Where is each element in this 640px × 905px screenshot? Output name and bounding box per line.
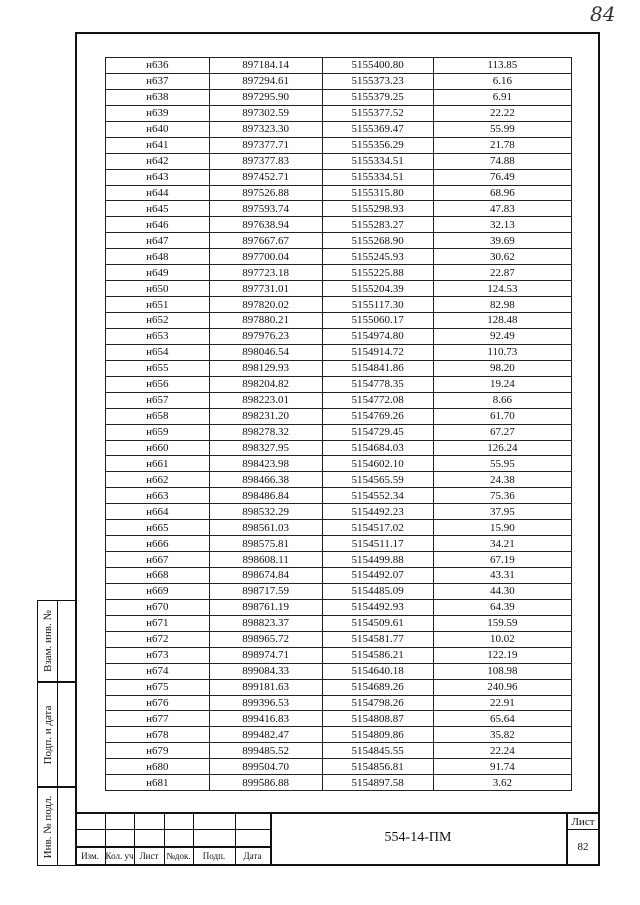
- distance-cell: 76.49: [433, 169, 571, 185]
- x-coordinate-cell: 899084.33: [209, 663, 322, 679]
- stamp-vzam-inv: [37, 600, 58, 682]
- table-row: [106, 89, 572, 105]
- point-id-cell: н647: [106, 233, 210, 249]
- y-coordinate-cell: 5155334.51: [322, 153, 433, 169]
- x-coordinate-cell: 898823.37: [209, 615, 322, 631]
- y-coordinate-cell: 5154492.93: [322, 599, 433, 615]
- x-coordinate-cell: 898423.98: [209, 456, 322, 472]
- distance-cell: 15.90: [433, 520, 571, 536]
- point-id-cell: н644: [106, 185, 210, 201]
- y-coordinate-cell: 5155117.30: [322, 297, 433, 313]
- point-id-cell: н668: [106, 568, 210, 584]
- distance-cell: 122.19: [433, 647, 571, 663]
- point-id-cell: н665: [106, 520, 210, 536]
- x-coordinate-cell: 898327.95: [209, 440, 322, 456]
- y-coordinate-cell: 5154602.10: [322, 456, 433, 472]
- table-row: [106, 663, 572, 679]
- label-izm: Изм.: [81, 851, 99, 861]
- stamp-inv-podl: [37, 787, 58, 866]
- y-coordinate-cell: 5154581.77: [322, 631, 433, 647]
- label-ndok: №док.: [166, 851, 191, 861]
- point-id-cell: н675: [106, 679, 210, 695]
- y-coordinate-cell: 5154914.72: [322, 344, 433, 360]
- y-coordinate-cell: 5155298.93: [322, 201, 433, 217]
- x-coordinate-cell: 899482.47: [209, 727, 322, 743]
- y-coordinate-cell: 5154499.88: [322, 552, 433, 568]
- point-id-cell: н671: [106, 615, 210, 631]
- point-id-cell: н669: [106, 583, 210, 599]
- distance-cell: 128.48: [433, 313, 571, 329]
- point-id-cell: н674: [106, 663, 210, 679]
- point-id-cell: н667: [106, 552, 210, 568]
- table-row: [106, 281, 572, 297]
- table-row: [106, 233, 572, 249]
- y-coordinate-cell: 5155283.27: [322, 217, 433, 233]
- point-id-cell: н662: [106, 472, 210, 488]
- distance-cell: 3.62: [433, 775, 571, 791]
- y-coordinate-cell: 5155369.47: [322, 121, 433, 137]
- point-id-cell: н642: [106, 153, 210, 169]
- point-id-cell: н659: [106, 424, 210, 440]
- table-row: [106, 456, 572, 472]
- x-coordinate-cell: 898129.93: [209, 360, 322, 376]
- label-data: Дата: [243, 851, 262, 861]
- distance-cell: 55.95: [433, 456, 571, 472]
- point-id-cell: н636: [106, 58, 210, 74]
- x-coordinate-cell: 897638.94: [209, 217, 322, 233]
- distance-cell: 64.39: [433, 599, 571, 615]
- y-coordinate-cell: 5154552.34: [322, 488, 433, 504]
- x-coordinate-cell: 897700.04: [209, 249, 322, 265]
- x-coordinate-cell: 898532.29: [209, 504, 322, 520]
- table-row: [106, 536, 572, 552]
- point-id-cell: н678: [106, 727, 210, 743]
- table-row: [106, 679, 572, 695]
- table-row: [106, 313, 572, 329]
- table-row: [106, 488, 572, 504]
- point-id-cell: н679: [106, 743, 210, 759]
- point-id-cell: н656: [106, 376, 210, 392]
- table-row: [106, 472, 572, 488]
- x-coordinate-cell: 898561.03: [209, 520, 322, 536]
- table-row: [106, 424, 572, 440]
- table-row: [106, 328, 572, 344]
- distance-cell: 34.21: [433, 536, 571, 552]
- table-row: [106, 169, 572, 185]
- y-coordinate-cell: 5154689.26: [322, 679, 433, 695]
- distance-cell: 22.91: [433, 695, 571, 711]
- point-id-cell: н657: [106, 392, 210, 408]
- y-coordinate-cell: 5155334.51: [322, 169, 433, 185]
- distance-cell: 22.22: [433, 105, 571, 121]
- point-id-cell: н640: [106, 121, 210, 137]
- stamp-vzam-inv-label: Взам. инв. №: [41, 610, 54, 672]
- x-coordinate-cell: 897323.30: [209, 121, 322, 137]
- y-coordinate-cell: 5154640.18: [322, 663, 433, 679]
- table-row: [106, 217, 572, 233]
- table-row: [106, 552, 572, 568]
- distance-cell: 75.36: [433, 488, 571, 504]
- y-coordinate-cell: 5155245.93: [322, 249, 433, 265]
- y-coordinate-cell: 5154897.58: [322, 775, 433, 791]
- x-coordinate-cell: 897731.01: [209, 281, 322, 297]
- point-id-cell: н680: [106, 759, 210, 775]
- distance-cell: 159.59: [433, 615, 571, 631]
- distance-cell: 91.74: [433, 759, 571, 775]
- distance-cell: 240.96: [433, 679, 571, 695]
- distance-cell: 8.66: [433, 392, 571, 408]
- label-list: Лист: [139, 851, 159, 861]
- distance-cell: 92.49: [433, 328, 571, 344]
- distance-cell: 6.16: [433, 73, 571, 89]
- x-coordinate-cell: 897667.67: [209, 233, 322, 249]
- y-coordinate-cell: 5154509.61: [322, 615, 433, 631]
- distance-cell: 24.38: [433, 472, 571, 488]
- table-row: [106, 583, 572, 599]
- y-coordinate-cell: 5155377.52: [322, 105, 433, 121]
- y-coordinate-cell: 5155315.80: [322, 185, 433, 201]
- x-coordinate-cell: 898231.20: [209, 408, 322, 424]
- coordinates-table-body: [106, 58, 572, 791]
- stamp-inv-podl-label: Инв. № подл.: [41, 795, 54, 858]
- table-row: [106, 185, 572, 201]
- distance-cell: 35.82: [433, 727, 571, 743]
- x-coordinate-cell: 897526.88: [209, 185, 322, 201]
- table-row: [106, 249, 572, 265]
- stamp-podp-data-label: Подп. и дата: [41, 705, 54, 764]
- distance-cell: 65.64: [433, 711, 571, 727]
- handwritten-page-number: 84: [590, 2, 616, 26]
- x-coordinate-cell: 897452.71: [209, 169, 322, 185]
- x-coordinate-cell: 898608.11: [209, 552, 322, 568]
- y-coordinate-cell: 5154492.07: [322, 568, 433, 584]
- distance-cell: 68.96: [433, 185, 571, 201]
- distance-cell: 22.87: [433, 265, 571, 281]
- x-coordinate-cell: 898223.01: [209, 392, 322, 408]
- y-coordinate-cell: 5154684.03: [322, 440, 433, 456]
- x-coordinate-cell: 897723.18: [209, 265, 322, 281]
- y-coordinate-cell: 5154511.17: [322, 536, 433, 552]
- point-id-cell: н672: [106, 631, 210, 647]
- point-id-cell: н653: [106, 328, 210, 344]
- distance-cell: 55.99: [433, 121, 571, 137]
- x-coordinate-cell: 898466.38: [209, 472, 322, 488]
- x-coordinate-cell: 898575.81: [209, 536, 322, 552]
- distance-cell: 19.24: [433, 376, 571, 392]
- distance-cell: 108.98: [433, 663, 571, 679]
- table-row: [106, 153, 572, 169]
- y-coordinate-cell: 5154586.21: [322, 647, 433, 663]
- distance-cell: 22.24: [433, 743, 571, 759]
- table-row: [106, 376, 572, 392]
- table-row: [106, 695, 572, 711]
- point-id-cell: н639: [106, 105, 210, 121]
- distance-cell: 21.78: [433, 137, 571, 153]
- table-row: [106, 121, 572, 137]
- x-coordinate-cell: 898204.82: [209, 376, 322, 392]
- y-coordinate-cell: 5154856.81: [322, 759, 433, 775]
- distance-cell: 82.98: [433, 297, 571, 313]
- table-row: [106, 599, 572, 615]
- point-id-cell: н637: [106, 73, 210, 89]
- distance-cell: 126.24: [433, 440, 571, 456]
- y-coordinate-cell: 5154485.09: [322, 583, 433, 599]
- label-podp: Подп.: [202, 851, 226, 861]
- distance-cell: 74.88: [433, 153, 571, 169]
- distance-cell: 10.02: [433, 631, 571, 647]
- y-coordinate-cell: 5155400.80: [322, 58, 433, 74]
- point-id-cell: н670: [106, 599, 210, 615]
- table-row: [106, 504, 572, 520]
- y-coordinate-cell: 5154798.26: [322, 695, 433, 711]
- point-id-cell: н650: [106, 281, 210, 297]
- distance-cell: 30.62: [433, 249, 571, 265]
- table-row: [106, 58, 572, 74]
- x-coordinate-cell: 897294.61: [209, 73, 322, 89]
- x-coordinate-cell: 897976.23: [209, 328, 322, 344]
- x-coordinate-cell: 897184.14: [209, 58, 322, 74]
- x-coordinate-cell: 898717.59: [209, 583, 322, 599]
- point-id-cell: н677: [106, 711, 210, 727]
- distance-cell: 98.20: [433, 360, 571, 376]
- sheet-number: 82: [577, 841, 589, 853]
- x-coordinate-cell: 899396.53: [209, 695, 322, 711]
- x-coordinate-cell: 899485.52: [209, 743, 322, 759]
- document-code: 554-14-ПМ: [384, 830, 452, 845]
- y-coordinate-cell: 5155379.25: [322, 89, 433, 105]
- y-coordinate-cell: 5155204.39: [322, 281, 433, 297]
- label-kol-uch: Кол. уч: [105, 851, 134, 861]
- y-coordinate-cell: 5155373.23: [322, 73, 433, 89]
- point-id-cell: н676: [106, 695, 210, 711]
- table-row: [106, 615, 572, 631]
- point-id-cell: н663: [106, 488, 210, 504]
- stamp-vzam-inv-field: [58, 600, 77, 682]
- stamp-podp-data-field: [58, 682, 77, 787]
- sheet-label: Лист: [571, 815, 595, 828]
- point-id-cell: н645: [106, 201, 210, 217]
- y-coordinate-cell: 5154772.08: [322, 392, 433, 408]
- x-coordinate-cell: 898761.19: [209, 599, 322, 615]
- table-row: [106, 727, 572, 743]
- y-coordinate-cell: 5154492.23: [322, 504, 433, 520]
- distance-cell: 61.70: [433, 408, 571, 424]
- y-coordinate-cell: 5154769.26: [322, 408, 433, 424]
- distance-cell: 67.19: [433, 552, 571, 568]
- distance-cell: 124.53: [433, 281, 571, 297]
- point-id-cell: н681: [106, 775, 210, 791]
- coordinates-table: [105, 57, 572, 791]
- point-id-cell: н638: [106, 89, 210, 105]
- x-coordinate-cell: 897593.74: [209, 201, 322, 217]
- distance-cell: 37.95: [433, 504, 571, 520]
- distance-cell: 39.69: [433, 233, 571, 249]
- y-coordinate-cell: 5155060.17: [322, 313, 433, 329]
- y-coordinate-cell: 5154778.35: [322, 376, 433, 392]
- point-id-cell: н641: [106, 137, 210, 153]
- table-row: [106, 647, 572, 663]
- table-row: [106, 73, 572, 89]
- y-coordinate-cell: 5154517.02: [322, 520, 433, 536]
- table-row: [106, 759, 572, 775]
- distance-cell: 43.31: [433, 568, 571, 584]
- point-id-cell: н651: [106, 297, 210, 313]
- x-coordinate-cell: 897295.90: [209, 89, 322, 105]
- y-coordinate-cell: 5154845.55: [322, 743, 433, 759]
- y-coordinate-cell: 5154565.59: [322, 472, 433, 488]
- table-row: [106, 711, 572, 727]
- y-coordinate-cell: 5154974.80: [322, 328, 433, 344]
- distance-cell: 6.91: [433, 89, 571, 105]
- table-row: [106, 297, 572, 313]
- x-coordinate-cell: 897880.21: [209, 313, 322, 329]
- point-id-cell: н654: [106, 344, 210, 360]
- x-coordinate-cell: 897377.83: [209, 153, 322, 169]
- point-id-cell: н652: [106, 313, 210, 329]
- point-id-cell: н658: [106, 408, 210, 424]
- x-coordinate-cell: 897820.02: [209, 297, 322, 313]
- point-id-cell: н673: [106, 647, 210, 663]
- table-row: [106, 440, 572, 456]
- distance-cell: 32.13: [433, 217, 571, 233]
- x-coordinate-cell: 898674.84: [209, 568, 322, 584]
- distance-cell: 44.30: [433, 583, 571, 599]
- table-row: [106, 408, 572, 424]
- point-id-cell: н646: [106, 217, 210, 233]
- point-id-cell: н660: [106, 440, 210, 456]
- y-coordinate-cell: 5154729.45: [322, 424, 433, 440]
- table-row: [106, 201, 572, 217]
- y-coordinate-cell: 5154808.87: [322, 711, 433, 727]
- table-row: [106, 344, 572, 360]
- x-coordinate-cell: 899416.83: [209, 711, 322, 727]
- y-coordinate-cell: 5155225.88: [322, 265, 433, 281]
- y-coordinate-cell: 5154841.86: [322, 360, 433, 376]
- y-coordinate-cell: 5155268.90: [322, 233, 433, 249]
- distance-cell: 47.83: [433, 201, 571, 217]
- point-id-cell: н643: [106, 169, 210, 185]
- point-id-cell: н661: [106, 456, 210, 472]
- point-id-cell: н666: [106, 536, 210, 552]
- x-coordinate-cell: 899181.63: [209, 679, 322, 695]
- distance-cell: 110.73: [433, 344, 571, 360]
- point-id-cell: н655: [106, 360, 210, 376]
- y-coordinate-cell: 5154809.86: [322, 727, 433, 743]
- x-coordinate-cell: 898486.84: [209, 488, 322, 504]
- table-row: [106, 360, 572, 376]
- x-coordinate-cell: 898278.32: [209, 424, 322, 440]
- distance-cell: 113.85: [433, 58, 571, 74]
- x-coordinate-cell: 898046.54: [209, 344, 322, 360]
- stamp-podp-data: [37, 682, 58, 787]
- x-coordinate-cell: 899586.88: [209, 775, 322, 791]
- table-row: [106, 137, 572, 153]
- point-id-cell: н649: [106, 265, 210, 281]
- point-id-cell: н664: [106, 504, 210, 520]
- x-coordinate-cell: 899504.70: [209, 759, 322, 775]
- x-coordinate-cell: 897302.59: [209, 105, 322, 121]
- table-row: [106, 568, 572, 584]
- table-row: [106, 775, 572, 791]
- x-coordinate-cell: 898965.72: [209, 631, 322, 647]
- point-id-cell: н648: [106, 249, 210, 265]
- x-coordinate-cell: 897377.71: [209, 137, 322, 153]
- y-coordinate-cell: 5155356.29: [322, 137, 433, 153]
- table-row: [106, 743, 572, 759]
- table-row: [106, 631, 572, 647]
- table-row: [106, 265, 572, 281]
- x-coordinate-cell: 898974.71: [209, 647, 322, 663]
- distance-cell: 67.27: [433, 424, 571, 440]
- table-row: [106, 392, 572, 408]
- table-row: [106, 520, 572, 536]
- table-row: [106, 105, 572, 121]
